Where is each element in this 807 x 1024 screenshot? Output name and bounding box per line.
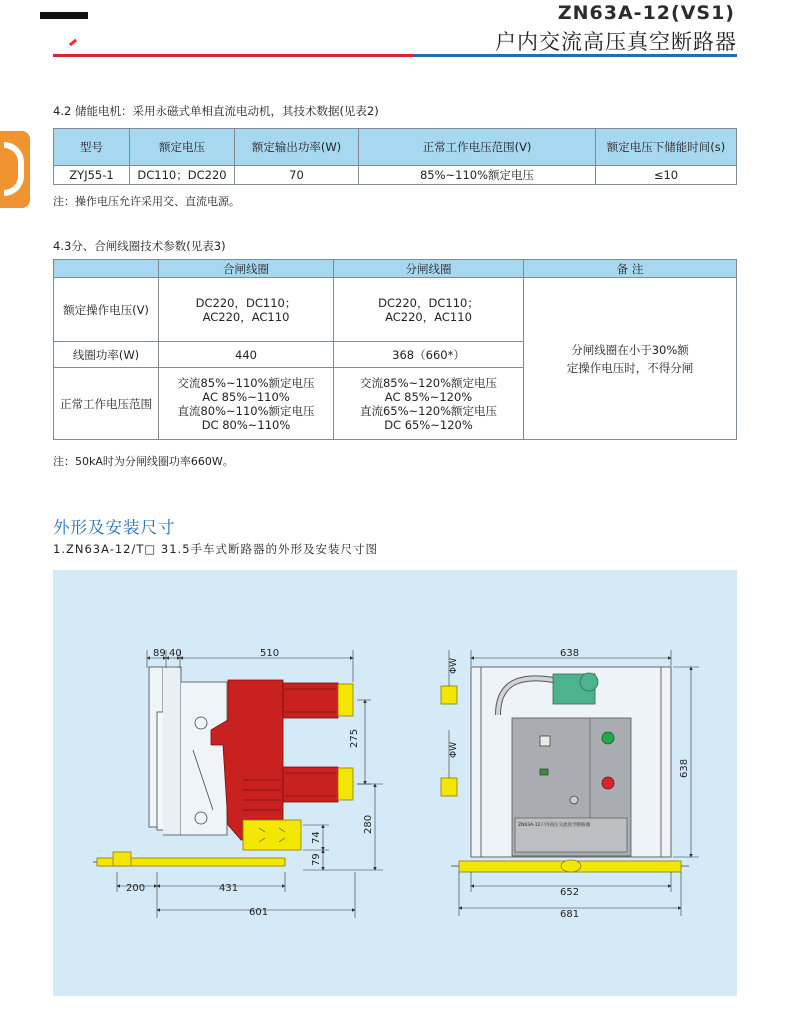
table3-header-open: 分闸线圈 xyxy=(334,260,524,278)
cell-line: DC220，DC110； xyxy=(378,295,479,310)
table3-cell-open xyxy=(334,278,524,342)
lower-arm xyxy=(283,767,338,802)
dim-200: 200 xyxy=(126,883,146,894)
motor-spec-table xyxy=(53,128,737,185)
dim-79: 79 xyxy=(311,853,322,866)
outline-subheading: 1.ZN63A-12/T□ 31.5手车式断路器的外形及安装尺寸图 xyxy=(53,542,379,556)
dim-652: 652 xyxy=(560,887,580,898)
header-logo-mark xyxy=(69,39,77,46)
cell-line: 交流85%~120%额定电压 xyxy=(359,375,498,390)
red-button xyxy=(602,777,614,789)
section-4-3-heading: 4.3分、合闸线圈技术参数(见表3) xyxy=(53,239,226,253)
cell-line: 直流65%~120%额定电压 xyxy=(359,403,498,418)
table3-cell-open xyxy=(334,368,524,440)
dim-638-top: 638 xyxy=(560,648,580,659)
cell-line: AC220，AC110 xyxy=(385,309,472,324)
table2-cell: 85%~110%额定电压 xyxy=(359,166,596,185)
breaker-drawing xyxy=(53,570,737,996)
table3-cell-open: 368（660*） xyxy=(334,342,524,368)
table3-row-label: 额定操作电压(V) xyxy=(54,278,159,342)
dim-74: 74 xyxy=(311,831,322,844)
table3-cell-close: 440 xyxy=(159,342,334,368)
table3-header-close: 合闸线圈 xyxy=(159,260,334,278)
table3-cell-close xyxy=(159,278,334,342)
table2-cell: ≤10 xyxy=(596,166,737,185)
dim-431: 431 xyxy=(219,883,239,894)
header-title: 户内交流高压真空断路器 xyxy=(495,30,737,54)
dim-phi-w-lower: ΦW xyxy=(449,742,459,758)
table3-remark-cell xyxy=(524,278,737,440)
table2-cell: DC110；DC220 xyxy=(130,166,235,185)
upper-arm xyxy=(283,683,338,718)
table2-header-model: 型号 xyxy=(54,129,130,166)
cell-line: AC220，AC110 xyxy=(202,309,290,324)
table3-row-label: 正常工作电压范围 xyxy=(54,368,159,440)
green-button xyxy=(602,732,614,744)
outline-heading: 外形及安装尺寸 xyxy=(53,518,176,537)
dim-89: 89 xyxy=(153,648,166,659)
cell-line: DC220，DC110； xyxy=(195,295,297,310)
diagram-panel xyxy=(53,570,737,996)
nameplate-text: ZN63A-12户内高压交流真空断路器 xyxy=(518,823,591,828)
dim-275: 275 xyxy=(349,728,360,748)
header-model: ZN63A-12(VS1) xyxy=(557,2,735,24)
section-4-2-heading: 4.2 储能电机：采用永磁式单相直流电动机，其技术数据(见表2) xyxy=(53,104,379,118)
table2-header-voltage: 额定电压 xyxy=(130,129,235,166)
dim-601: 601 xyxy=(249,907,269,918)
section-4-3-note: 注：50kA时为分闸线圈功率660W。 xyxy=(53,455,234,468)
header-rule-red xyxy=(53,54,413,57)
dim-phi-w-upper: ΦW xyxy=(449,658,459,674)
remark-line: 分闸线圈在小于30%额 xyxy=(571,342,689,357)
table2-header-power: 额定输出功率(W) xyxy=(235,129,359,166)
dim-280: 280 xyxy=(363,814,374,834)
table2-header-range: 正常工作电压范围(V) xyxy=(359,129,596,166)
cell-line: 交流85%~110%额定电压 xyxy=(177,375,315,390)
table2-cell: ZYJ55-1 xyxy=(54,166,130,185)
header-rule-blue xyxy=(413,54,737,57)
dim-681: 681 xyxy=(560,909,580,920)
side-yellow-bracket xyxy=(243,820,301,850)
table3-header-remark: 备 注 xyxy=(524,260,737,278)
table2-header-time: 额定电压下储能时间(s) xyxy=(596,129,737,166)
cell-line: 直流80%~110%额定电压 xyxy=(177,403,315,418)
dim-510: 510 xyxy=(260,648,280,659)
remark-line: 定操作电压时，不得分闸 xyxy=(566,360,694,375)
dim-40: 40 xyxy=(169,648,182,659)
header-logo-bar xyxy=(40,12,88,19)
cell-line: DC 80%~110% xyxy=(201,417,291,432)
coil-spec-table xyxy=(53,259,737,440)
table3-cell-close xyxy=(159,368,334,440)
table2-cell: 70 xyxy=(235,166,359,185)
section-4-2-note: 注：操作电压允许采用交、直流电源。 xyxy=(53,195,240,208)
table3-header-blank xyxy=(54,260,159,278)
dim-638-side: 638 xyxy=(679,758,690,778)
cell-line: AC 85%~120% xyxy=(384,389,473,404)
cell-line: AC 85%~110% xyxy=(202,389,290,404)
table3-row-label: 线圈功率(W) xyxy=(54,342,159,368)
cell-line: DC 65%~120% xyxy=(384,417,473,432)
